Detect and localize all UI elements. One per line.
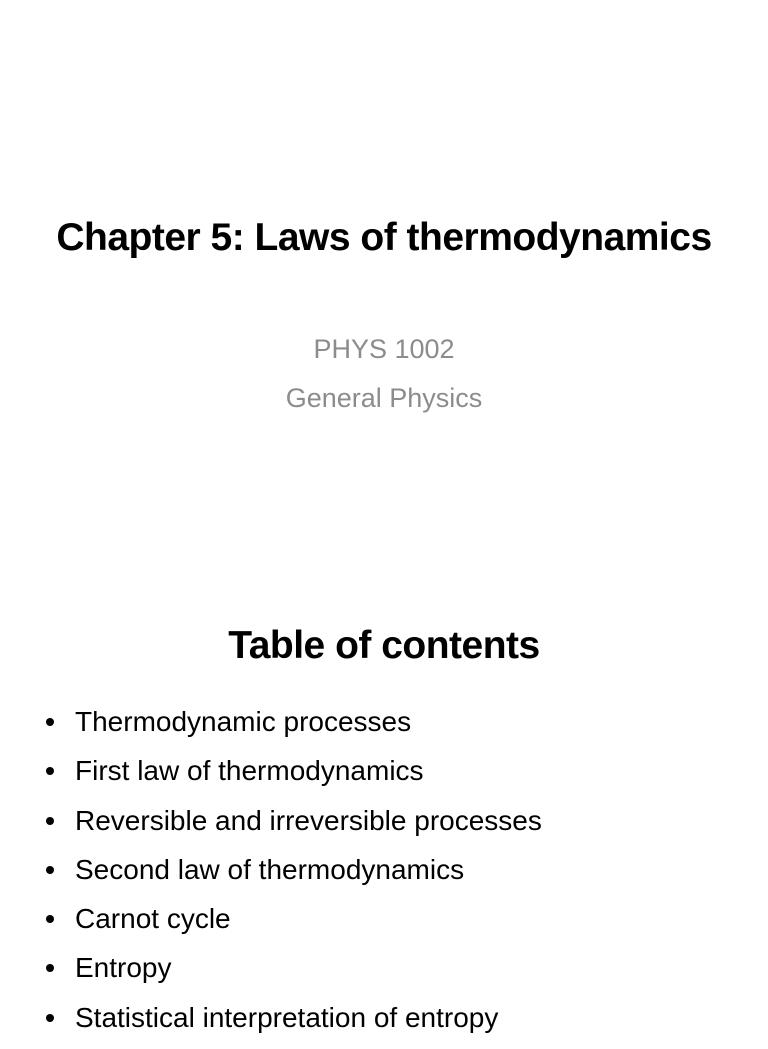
toc-item [44, 1000, 542, 1049]
toc-item-label: First law of thermodynamics [75, 755, 424, 787]
course-code: PHYS 1002 [313, 334, 455, 364]
bullet-icon [46, 718, 54, 726]
toc-item-label: Entropy [75, 952, 172, 984]
slide-title: Chapter 5: Laws of thermodynamics [56, 216, 712, 259]
toc-heading: Table of contents [228, 624, 540, 667]
bullet-icon [46, 817, 54, 825]
toc-item-label: Thermodynamic processes [75, 706, 412, 737]
toc-item-label: Carnot cycle [75, 903, 231, 935]
toc-slide [0, 576, 768, 1033]
toc-list [44, 704, 542, 1049]
toc-item-label: Second law of thermodynamics [75, 853, 465, 885]
toc-item-label: Reversible and irreversible processes [75, 804, 542, 836]
toc-item [44, 753, 542, 802]
bullet-icon [46, 1014, 54, 1022]
toc-item [44, 950, 542, 999]
toc-item [44, 704, 542, 753]
bullet-icon [46, 964, 54, 972]
bullet-icon [46, 915, 54, 923]
toc-item-label: Statistical interpretation of entropy [75, 1001, 499, 1033]
bullet-icon [46, 767, 54, 775]
course-name: General Physics [285, 383, 483, 413]
toc-item [44, 803, 542, 852]
bullet-icon [46, 866, 54, 874]
toc-item [44, 852, 542, 901]
toc-item [44, 901, 542, 950]
